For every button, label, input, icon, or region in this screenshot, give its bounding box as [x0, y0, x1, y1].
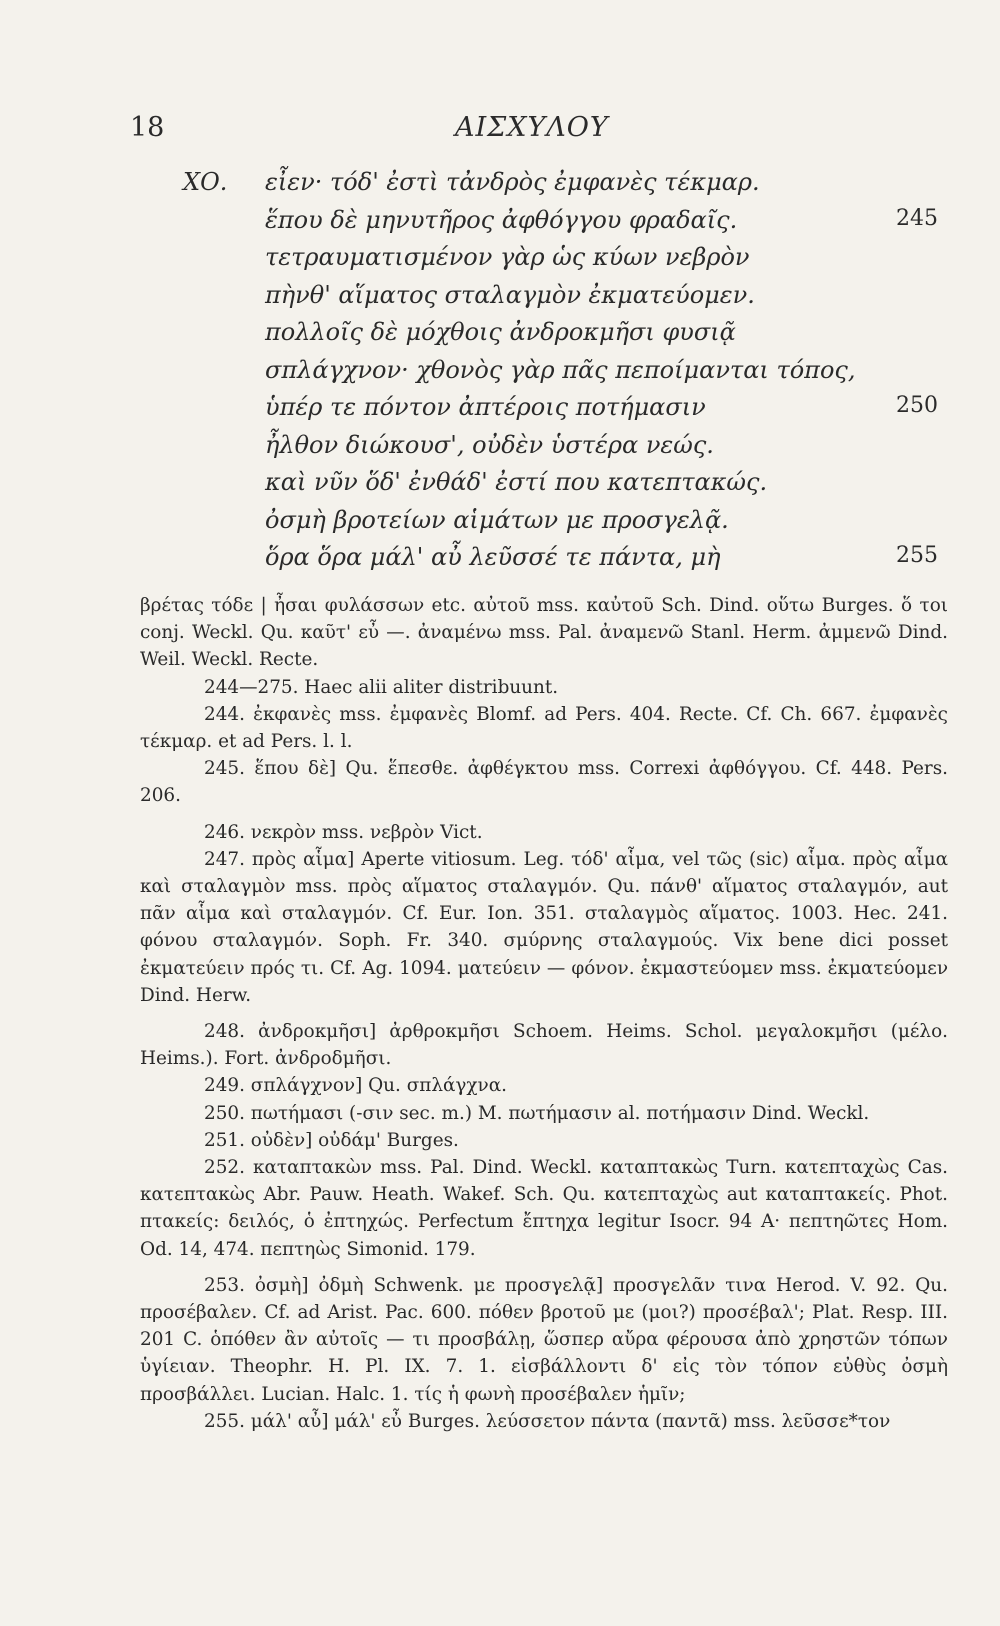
apparatus-note: [140, 1154, 948, 1263]
apparatus-note: [140, 1100, 948, 1127]
verse-line: [0, 281, 1000, 319]
verse-block: [0, 168, 1000, 581]
running-head: ΑΙΣΧΥΛΟΥ: [455, 112, 609, 143]
apparatus-note: [140, 1408, 948, 1435]
verse-text: ὑπέρ τε πόντον ἀπτέροις ποτήμασιν: [265, 393, 706, 421]
apparatus-note-text: 255. μάλ' αὖ] μάλ' εὖ Burges. λεύσσετον πάντα (παντᾶ) mss. λεῦσσε*τον: [204, 1410, 891, 1432]
apparatus-note-text: 251. οὐδὲν] οὐδάμ' Burges.: [204, 1129, 459, 1151]
apparatus-note-text: 245. ἕπου δὲ] Qu. ἕπεσθε. ἀφθέγκτου mss. Correxi ἀφθόγγου. Cf. 448. Pers. 206.: [140, 758, 948, 807]
verse-text: ἕπου δὲ μηνυτῆρος ἀφθόγγου φραδαῖς.: [265, 205, 738, 234]
line-number: 250: [896, 393, 938, 418]
apparatus-note-text: 247. πρὸς αἷμα] Aperte vitiosum. Leg. τόδ' αἷμα, vel τῶς (sic) αἷμα. πρὸς αἷμα καὶ σταλαγμὸν mss. πρὸς αἵματος σταλαγμόν. Qu. πάνθ' αἵματος σταλαγμόν, aut πᾶν αἷμα καὶ σταλαγμόν. Cf. Eur. Ion. 351. σταλαγμὸς αἵματος. 1003. Hec. 241. φόνου σταλαγμόν. Soph. Fr. 340. σμύρνης σταλαγμούς. Vix bene dici posset ἐκματεύειν πρός τι. Cf. Ag. 1094. ματεύειν — φόνον. ἐκμαστεύομεν mss. ἐκματεύομεν Dind. Herw.: [140, 848, 948, 1006]
apparatus-note: [140, 1127, 948, 1154]
apparatus-note: [140, 1072, 948, 1099]
line-number: 245: [896, 205, 938, 231]
apparatus-note-text: 250. πωτήμασι (-σιν sec. m.) M. πωτήμασιν al. ποτήμασιν Dind. Weckl.: [204, 1102, 870, 1124]
verse-line: [0, 393, 1000, 431]
apparatus-note: [140, 1272, 948, 1408]
verse-text: ἦλθον διώκουσ', οὐδὲν ὑστέρα νεώς.: [265, 430, 714, 459]
line-number: 255: [896, 543, 938, 568]
verse-line: [0, 506, 1000, 544]
apparatus-note: [140, 846, 948, 1009]
verse-text: καὶ νῦν ὅδ' ἐνθάδ' ἐστί που κατεπτακώς.: [265, 468, 768, 496]
page-header: [0, 112, 1000, 152]
verse-text: τετραυματισμένον γὰρ ὡς κύων νεβρὸν: [265, 243, 750, 271]
verse-text: πὴνθ' αἵματος σταλαγμὸν ἐκματεύομεν.: [265, 280, 755, 309]
verse-line: [0, 243, 1000, 281]
verse-line: [0, 543, 1000, 581]
apparatus-note-text: 244—275. Haec alii aliter distribuunt.: [204, 676, 559, 698]
apparatus-note-text: 246. νεκρὸν mss. νεβρὸν Vict.: [204, 821, 483, 843]
verse-text: ὀσμὴ βροτείων αἱμάτων με προσγελᾷ.: [265, 505, 729, 534]
apparatus-note-text: 244. ἐκφανὲς mss. ἐμφανὲς Blomf. ad Pers. 404. Recte. Cf. Ch. 667. ἐμφανὲς τέκμαρ. et ad Pers. l. l.: [140, 703, 948, 753]
verse-line: [0, 356, 1000, 394]
apparatus-note: [140, 819, 948, 846]
apparatus-note: βρέτας τόδε | ἦσαι φυλάσσων etc. αὐτοῦ mss. καὐτοῦ Sch. Dind. οὕτω Burges. ὅ τοι conj. Weckl. Qu. καῦτ' εὖ —. ἀναμένω mss. Pal. ἀναμενῶ Stanl. Herm. ἀμμενῶ Dind. Weil. Weckl. Recte.: [140, 595, 948, 671]
verse-text: εἶεν· τόδ' ἐστὶ τἀνδρὸς ἐμφανὲς τέκμαρ.: [265, 168, 760, 196]
verse-line: [0, 168, 1000, 206]
verse-line: [0, 468, 1000, 506]
apparatus-note: [140, 755, 948, 809]
critical-apparatus: [140, 592, 948, 1435]
page-number: 18: [130, 112, 165, 143]
speaker-label: ΧΟ.: [183, 168, 228, 196]
verse-line: [0, 318, 1000, 356]
verse-line: [0, 431, 1000, 469]
verse-line: [0, 206, 1000, 244]
verse-text: σπλάγχνον· χθονὸς γὰρ πᾶς πεποίμανται τόπος,: [265, 355, 856, 384]
apparatus-note-text: 249. σπλάγχνον] Qu. σπλάγχνα.: [204, 1075, 508, 1097]
verse-text: ὅρα ὅρα μάλ' αὖ λεῦσσέ τε πάντα, μὴ: [265, 543, 721, 571]
apparatus-note-text: 252. καταπτακὼν mss. Pal. Dind. Weckl. καταπτακὼς Turn. κατεπταχὼς Cas. κατεπτακὼς Abr. Pauw. Heath. Wakef. Sch. Qu. κατεπταχὼς aut καταπτακείς. Phot. πτακείς: δειλός, ὁ ἐπτηχώς. Perfectum ἔπτηχα legitur Isocr. 94 A· πεπτηῶτες Hom. Od. 14, 474. πεπτηὼς Simonid. 179.: [140, 1157, 948, 1260]
apparatus-note-text: 248. ἀνδροκμῆσι] ἀρθροκμῆσι Schoem. Heims. Schol. μεγαλοκμῆσι (μέλο. Heims.). Fort. ἀνδροδμῆσι.: [140, 1021, 948, 1070]
apparatus-note: [140, 674, 948, 701]
apparatus-note: [140, 1018, 948, 1072]
verse-text: πολλοῖς δὲ μόχθοις ἀνδροκμῆσι φυσιᾷ: [265, 318, 736, 346]
apparatus-note: [140, 701, 948, 755]
apparatus-note-text: 253. ὀσμὴ] ὀδμὴ Schwenk. με προσγελᾷ] προσγελᾶν τινα Herod. V. 92. Qu. προσέβαλεν. Cf. ad Arist. Pac. 600. πόθεν βροτοῦ με (μοι?) προσέβαλ'; Plat. Resp. III. 201 C. ὁπόθεν ἂν αὐτοῖς — τι προσβάλῃ, ὥσπερ αὔρα φέρουσα ἀπὸ χρηστῶν τόπων ὑγίειαν. Theophr. H. Pl. IX. 7. 1. εἰσβάλλοντι δ' εἰς τὸν τόπον εὐθὺς ὀσμὴ προσβάλλει. Lucian. Halc. 1. τίς ἡ φωνὴ προσέβαλεν ἡμῖν;: [140, 1274, 948, 1405]
